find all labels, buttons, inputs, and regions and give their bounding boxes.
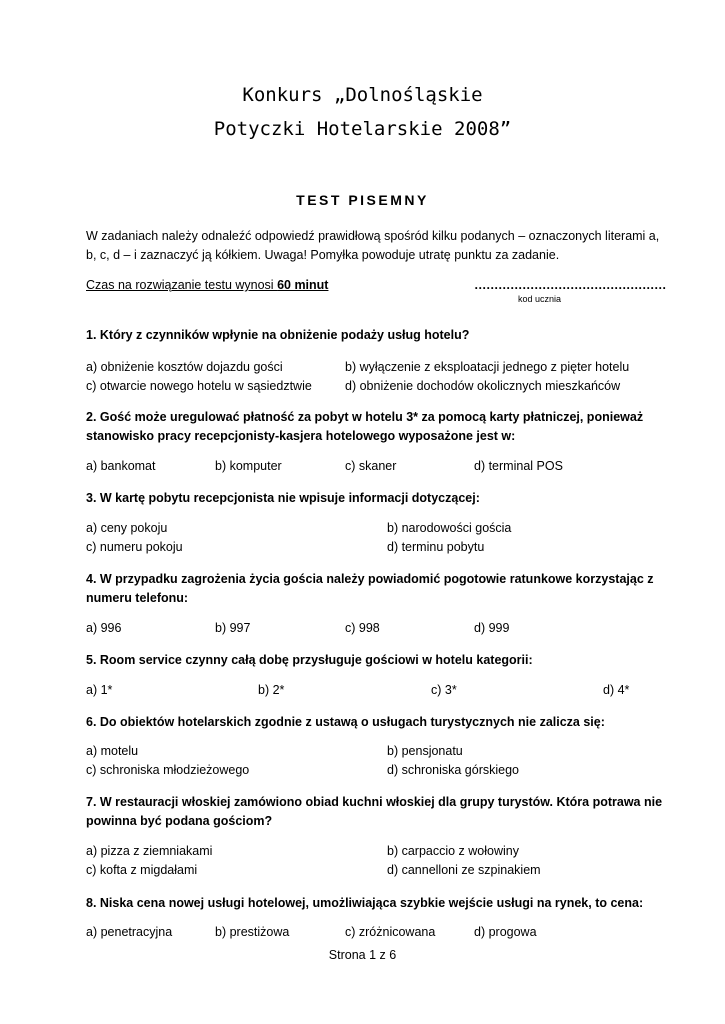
answer-7b: b) carpaccio z wołowiny (387, 844, 519, 858)
answer-2b: b) komputer (215, 459, 282, 473)
answer-5c: c) 3* (431, 683, 457, 697)
title-line-2: Potyczki Hotelarskie 2008” (213, 118, 512, 140)
page-number: Strona 1 z 6 (328, 948, 397, 962)
answer-4d: d) 999 (474, 621, 510, 635)
question-6: 6. Do obiektów hotelarskich zgodnie z ustawą o usługach turystycznych nie zalicza się: (86, 715, 605, 729)
answer-5a: a) 1* (86, 683, 113, 697)
answer-3c: c) numeru pokoju (86, 540, 183, 554)
answer-4c: c) 998 (345, 621, 380, 635)
answer-3b: b) narodowości gościa (387, 521, 512, 535)
answer-1b: b) wyłączenie z eksploatacji jednego z pięter hotelu (345, 360, 630, 374)
answer-6b: b) pensjonatu (387, 744, 463, 758)
answer-6a: a) motelu (86, 744, 139, 758)
code-field-dots: ………………………………………… (474, 278, 666, 292)
answer-5b: b) 2* (258, 683, 285, 697)
answer-1c: c) otwarcie nowego hotelu w sąsiedztwie (86, 379, 312, 393)
code-field-label: kod ucznia (518, 294, 562, 304)
time-note (86, 278, 328, 292)
answer-1d: d) obniżenie dochodów okolicznych mieszkańców (345, 379, 621, 393)
question-7: 7. W restauracji włoskiej zamówiono obiad kuchni włoskiej dla grupy turystów. Która potrawa nie powinna być podana gościom? (86, 795, 663, 828)
question-8: 8. Niska cena nowej usługi hotelowej, umożliwiająca szybkie wejście usługi na rynek, to cena: (86, 896, 644, 910)
title-line-1: Konkurs „Dolnośląskie (242, 84, 483, 106)
answer-3a: a) ceny pokoju (86, 521, 168, 535)
answer-1a: a) obniżenie kosztów dojazdu gości (86, 360, 283, 374)
answer-5d: d) 4* (603, 683, 630, 697)
answer-4a: a) 996 (86, 621, 122, 635)
answer-3d: d) terminu pobytu (387, 540, 485, 554)
instructions: W zadaniach należy odnaleźć odpowiedź prawidłową spośród kilku podanych – oznaczonych literami a, b, c, d – i zaznaczyć ją kółkiem. Uwaga! Pomyłka powoduje utratę punktu za zadanie. (86, 229, 660, 262)
time-note-prefix: Czas na rozwiązanie testu wynosi (86, 278, 278, 292)
answer-8d: d) progowa (474, 925, 537, 939)
answer-2c: c) skaner (345, 459, 397, 473)
answer-4b: b) 997 (215, 621, 251, 635)
answer-7a: a) pizza z ziemniakami (86, 844, 213, 858)
question-5: 5. Room service czynny całą dobę przysługuje gościowi w hotelu kategorii: (86, 653, 533, 667)
question-4: 4. W przypadku zagrożenia życia gościa należy powiadomić pogotowie ratunkowe korzystając z numeru telefonu: (86, 572, 654, 605)
test-header: TEST PISEMNY (296, 192, 429, 208)
answer-2d: d) terminal POS (474, 459, 563, 473)
answer-8b: b) prestiżowa (215, 925, 290, 939)
question-2: 2. Gość może uregulować płatność za pobyt w hotelu 3* za pomocą karty płatniczej, ponieważ stanowisko pracy recepcjonisty-kasjera hotelowego wyposażone jest w: (86, 410, 644, 443)
answer-8c: c) zróżnicowana (345, 925, 436, 939)
question-3: 3. W kartę pobytu recepcjonista nie wpisuje informacji dotyczącej: (86, 491, 480, 505)
answer-2a: a) bankomat (86, 459, 156, 473)
answer-8a: a) penetracyjna (86, 925, 173, 939)
answer-7d: d) cannelloni ze szpinakiem (387, 863, 541, 877)
answer-7c: c) kofta z migdałami (86, 863, 198, 877)
question-1: 1. Który z czynników wpłynie na obniżenie podaży usług hotelu? (86, 328, 470, 342)
time-note-value: 60 minut (277, 278, 329, 292)
answer-6d: d) schroniska górskiego (387, 763, 520, 777)
answer-6c: c) schroniska młodzieżowego (86, 763, 250, 777)
